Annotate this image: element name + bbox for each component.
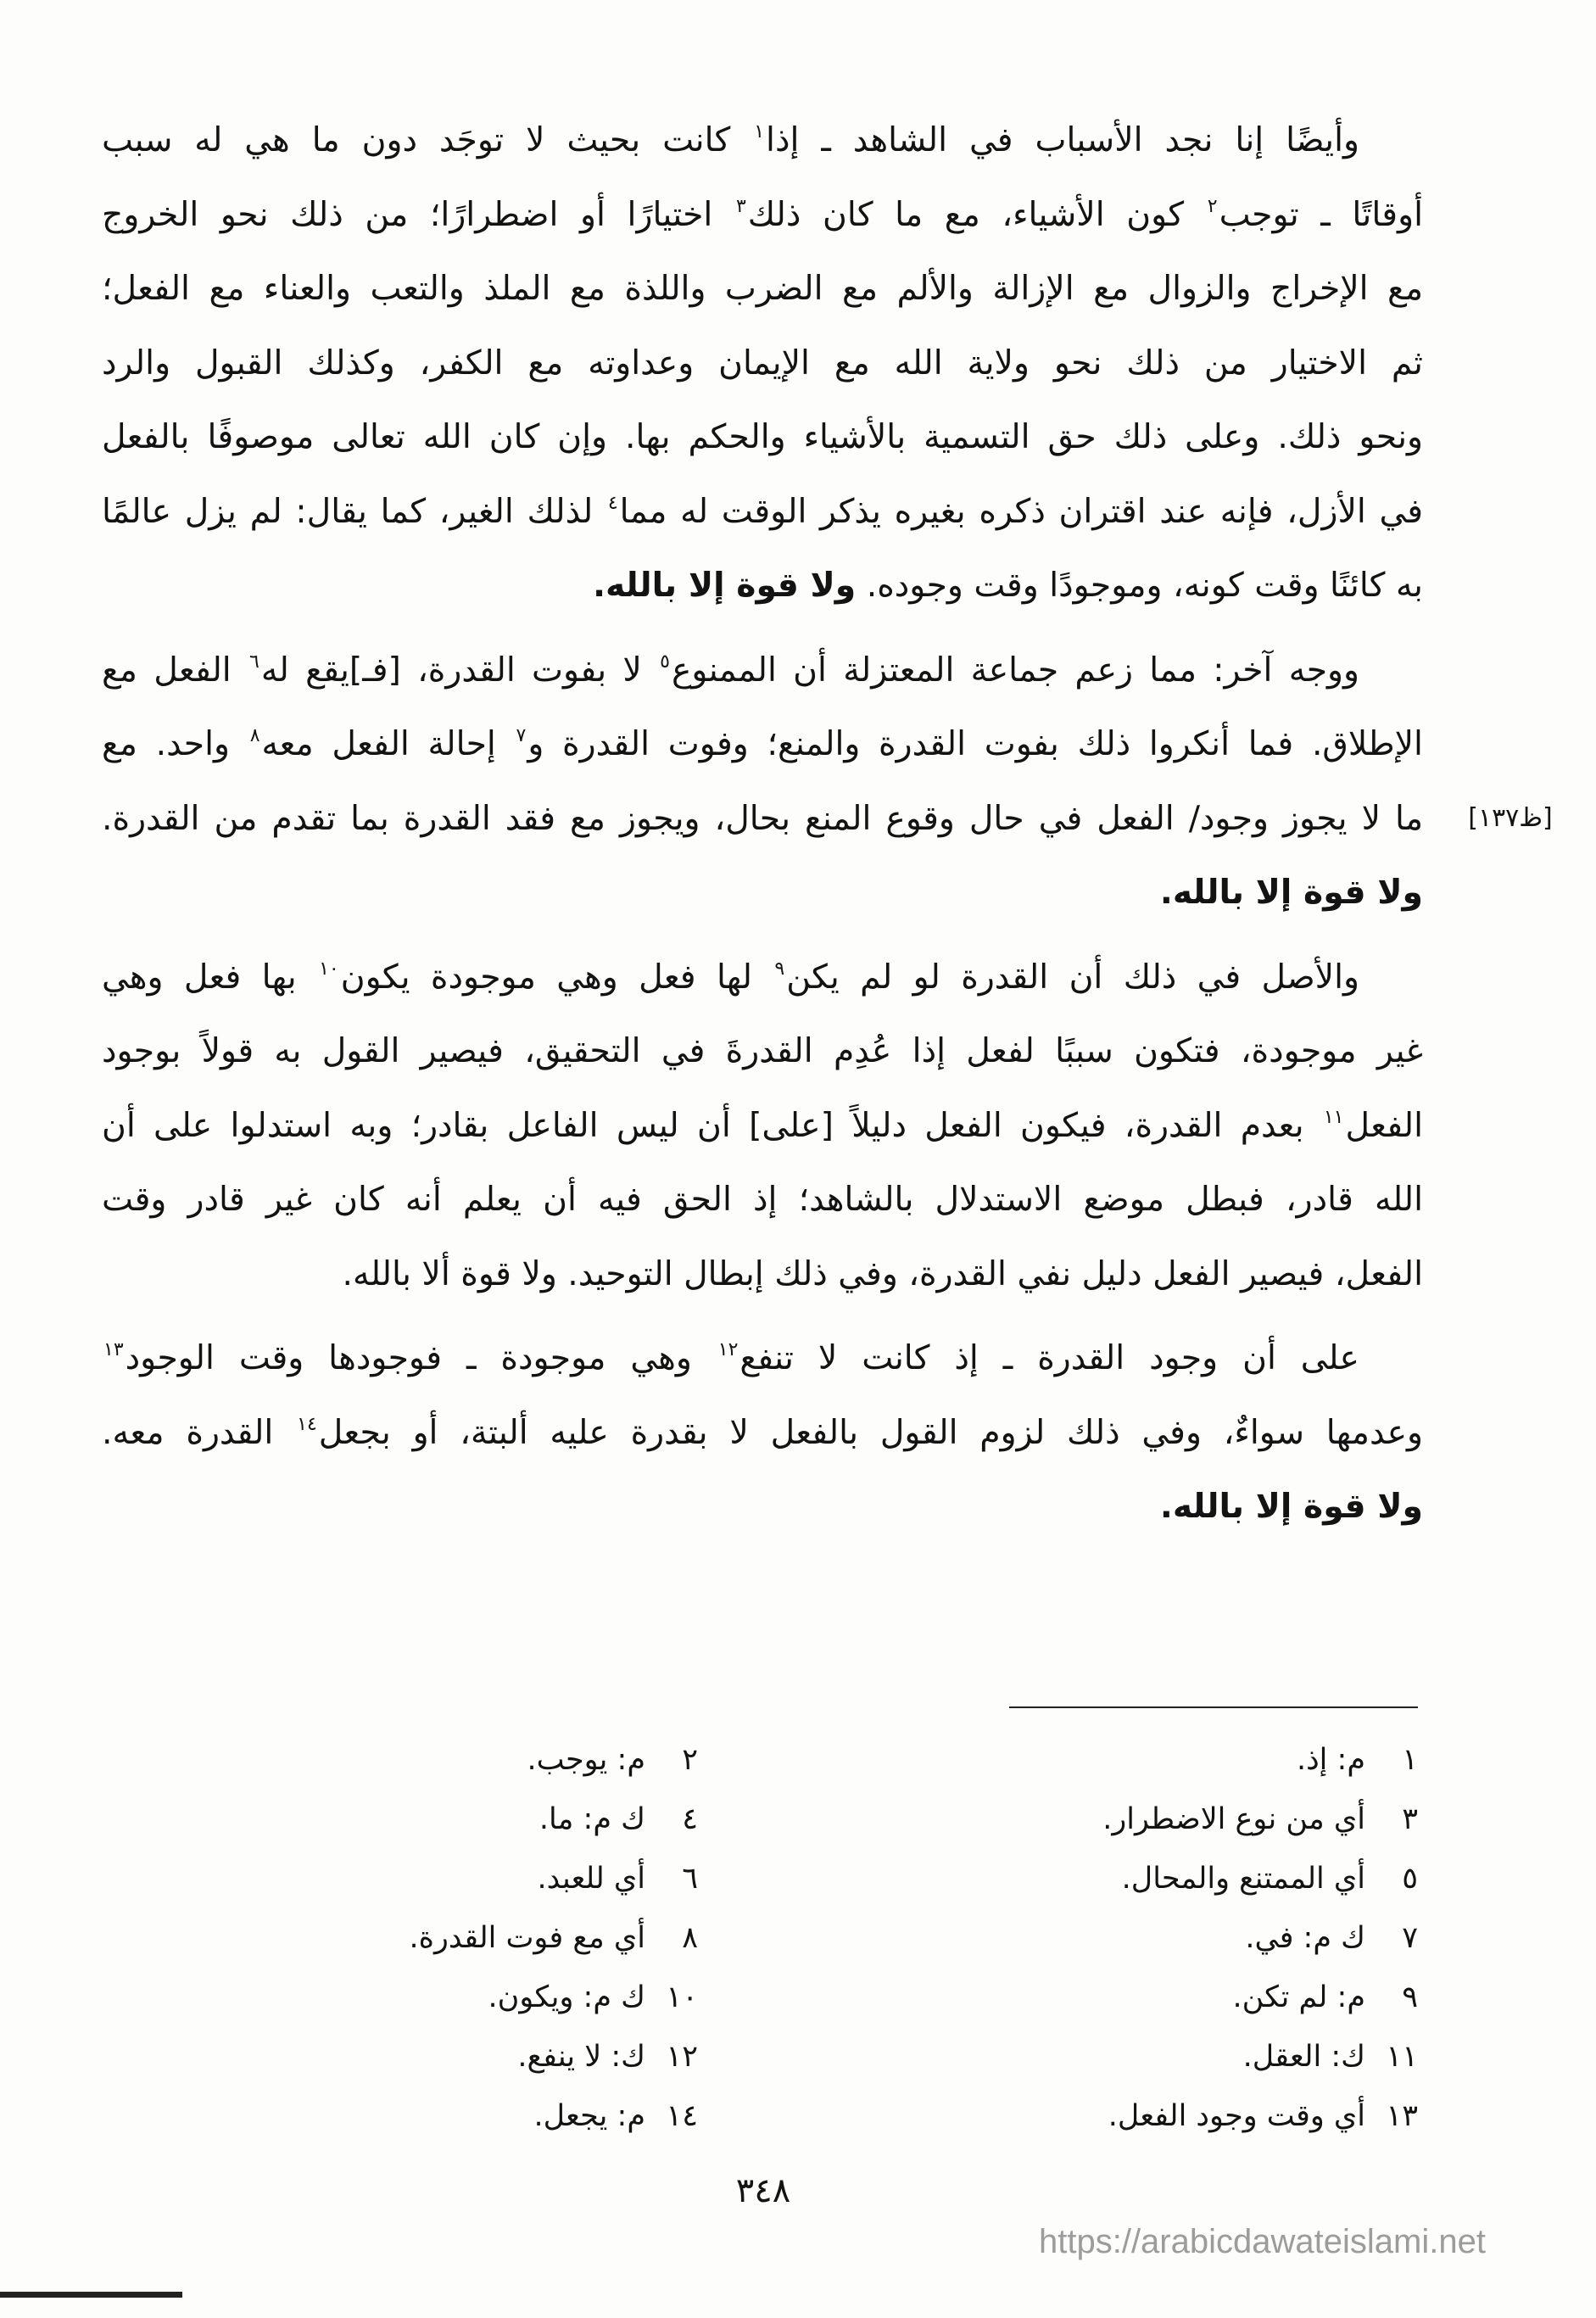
footnote-number: ٩ [1402,1980,1418,2014]
footnote-number: ٤ [682,1802,698,1836]
footnote-text: م: يوجب. [527,1743,645,1777]
bold-phrase: ولا قوة إلا بالله. [593,567,857,605]
text-line-content [102,196,1423,234]
text-run: لها فعل وهي موجودة يكون [340,958,773,997]
text-line-content [342,1255,1423,1293]
text-run: ووجه آخر: مما زعم جماعة المعتزلة أن الممنوع [671,651,1360,690]
folio-margin-note: [ظ١٣٧] [1468,803,1553,833]
footnote-text: م: إذ. [1296,1743,1365,1777]
text-run: القدرة معه. [102,1413,296,1452]
footnote-marker: ١ [754,121,765,143]
footnote-text: أي مع فوت القدرة. [409,1921,645,1955]
text-run: وعدمها سواءٌ، وفي ذلك لزوم القول بالفعل لا بقدرة عليه ألبتة، أو بجعل [318,1413,1423,1452]
footnote-number: ١٢ [666,2040,698,2074]
footnote-marker: ٨ [249,725,260,747]
text-line [102,941,1423,1015]
footnote-item [299,1908,698,1968]
bold-phrase: ولا قوة إلا بالله. [1159,1488,1423,1526]
text-line [102,1014,1423,1089]
text-line-content [102,725,1423,763]
text-line-content [102,344,1423,383]
text-run: على أن وجود القدرة ـ إذ كانت لا تنفع [739,1339,1360,1377]
footnote-marker: ٧ [516,725,527,747]
paragraph [102,103,1423,623]
footnote-text: أي للعبد. [537,1862,645,1896]
text-line-content [102,270,1423,308]
footnote-marker: ٦ [249,651,259,673]
text-run: ثم الاختيار من ذلك نحو ولاية الله مع الإيمان وعداوته مع الكفر، وكذلك القبول والرد [102,344,1423,383]
footnote-number: ١ [1402,1743,1418,1777]
paragraph [102,941,1423,1312]
text-line-content [102,1032,1423,1070]
text-run: به كائنًا وقت كونه، وموجودًا وقت وجوده. [856,567,1423,605]
text-run: لذلك الغير، كما يقال: لم يزل عالمًا [102,492,606,531]
text-run: الفعل مع [102,651,248,690]
footnote-item [299,1730,698,1790]
footnote-text: أي الممتنع والمحال. [1121,1862,1365,1896]
text-line-content [102,493,1423,531]
footnote-number: ١٤ [666,2099,698,2133]
text-run: اختيارًا أو اضطرارًا؛ من ذلك نحو الخروج [102,195,734,234]
footnote-marker: ٥ [660,651,670,673]
text-run: الفعل [1345,1106,1423,1145]
text-line-content [1160,1488,1423,1526]
text-run: في الأزل، فإنه عند اقتران ذكره بغيره يذكر الوقت له مما [619,492,1423,531]
text-run: غير موجودة، فتكون سببًا لفعل إذا عُدِم القدرةَ في التحقيق، فيصير القول به قولاً بوجود [102,1032,1423,1070]
text-line [102,634,1423,708]
text-line-content [102,121,1359,159]
text-run: والأصل في ذلك أن القدرة لو لم يكن [786,958,1359,997]
text-line-content [102,958,1359,997]
footnote-item [1019,1730,1418,1790]
text-line [102,252,1423,327]
text-run: أوقاتًا ـ توجب [1219,195,1423,234]
watermark-url: https://arabicdawateislami.net [1039,2223,1486,2260]
footnote-text: ك م: في. [1245,1921,1365,1955]
page-number: ٣٤٨ [735,2171,791,2210]
footnote-number: ٥ [1402,1862,1418,1896]
footnote-marker: ١٢ [717,1339,739,1361]
text-line [102,178,1423,253]
text-run: بعدم القدرة، فيكون الفعل دليلاً [على] أن ليس الفاعل بقادر؛ وبه استدلوا على أن [102,1106,1322,1145]
footnote-marker: ٢ [1207,195,1218,217]
text-line-content [102,418,1423,456]
footnote-marker: ٤ [607,492,618,514]
footnote-item [1019,2027,1418,2086]
paragraph [102,1321,1423,1544]
footnotes-left-column [299,1730,698,2146]
footnote-item [1019,1968,1418,2027]
text-line-content [593,567,1423,605]
footnote-text: م: لم تكن. [1232,1980,1365,2014]
footnote-marker: ١٠ [319,958,339,980]
footnote-marker: ١٤ [297,1413,317,1435]
text-run: ما لا يجوز وجود/ الفعل في حال وقوع المنع بحال، ويجوز مع فقد القدرة بما تقدم من القدرة. [102,799,1423,838]
text-line [102,707,1423,782]
footnote-text: ك: العقل. [1242,2040,1365,2074]
footnote-item [1019,1908,1418,1968]
text-line-content [1160,874,1423,912]
footnote-marker: ٣ [735,195,746,217]
footnote-number: ١١ [1386,2040,1418,2074]
text-run: الله قادر، فبطل موضع الاستدلال بالشاهد؛ إذ الحق فيه أن يعلم أنه كان غير قادر وقت [102,1181,1423,1219]
text-line [102,327,1423,401]
footnote-item [299,2027,698,2086]
text-line-content [102,651,1359,690]
footnote-number: ٧ [1402,1921,1418,1955]
text-line [102,782,1423,857]
footnote-number: ٦ [682,1862,698,1896]
text-run: وأيضًا إنا نجد الأسباب في الشاهد ـ إذا [766,121,1359,159]
footnote-marker: ١٣ [103,1339,124,1361]
footnote-item [1019,1790,1418,1849]
footnote-number: ٣ [1402,1802,1418,1836]
footnote-item [299,1968,698,2027]
text-run: إحالة الفعل معه [261,725,515,763]
footnote-item [299,1849,698,1908]
footnote-text: م: يجعل. [533,2099,645,2133]
paragraph [102,634,1423,930]
footnote-separator [1009,1706,1418,1708]
text-run: كانت بحيث لا توجَد دون ما هي له سبب [102,121,753,159]
footnote-number: ٢ [682,1743,698,1777]
text-line [102,1237,1423,1312]
footnote-number: ١٠ [666,1980,698,2014]
text-line [102,475,1423,550]
bold-phrase: ولا قوة إلا بالله. [1159,874,1423,912]
footnote-text: أي وقت وجود الفعل. [1108,2099,1365,2133]
text-line-content [102,1414,1423,1452]
footnote-item [299,2086,698,2146]
text-run: الفعل، فيصير الفعل دليل نفي القدرة، وفي ذلك إبطال التوحيد. ولا قوة ألا بالله. [342,1254,1423,1293]
footnote-text: ك م: ما. [539,1802,645,1836]
scan-edge-mark [0,2292,182,2298]
text-line [102,103,1423,178]
footnote-item [299,1790,698,1849]
text-run: واحد. مع [102,725,248,763]
text-run: مع الإخراج والزوال مع الإزالة والألم مع الضرب واللذة مع الملذ والتعب والعناء مع الفعل؛ [102,270,1423,308]
footnote-number: ١٣ [1386,2099,1418,2133]
text-run: الإطلاق. فما أنكروا ذلك بفوت القدرة والمنع؛ وفوت القدرة و [527,725,1423,763]
footnote-item [1019,1849,1418,1908]
text-run: كون الأشياء، مع ما كان ذلك [747,195,1206,234]
text-line [102,400,1423,475]
text-run: ونحو ذلك. وعلى ذلك حق التسمية بالأشياء والحكم بها. وإن كان الله تعالى موصوفًا بالفعل [102,418,1423,456]
body-text [102,103,1423,1544]
footnote-marker: ٩ [774,958,785,980]
text-line [102,1321,1423,1396]
text-line [102,856,1423,930]
footnote-number: ٨ [682,1921,698,1955]
footnote-text: ك م: ويكون. [488,1980,645,2014]
footnote-marker: ١١ [1323,1106,1344,1128]
text-run: وهي موجودة ـ فوجودها وقت الوجود [125,1339,717,1377]
text-line [102,1163,1423,1237]
text-line-content [102,1326,1360,1377]
footnote-item [1019,2086,1418,2146]
text-line-content [102,800,1423,838]
text-line [102,549,1423,623]
text-run: بها فعل وهي [102,958,318,997]
text-line [102,1470,1423,1544]
footnote-text: أي من نوع الاضطرار. [1102,1802,1365,1836]
footnotes-right-column [1019,1730,1418,2146]
footnote-text: ك: لا ينفع. [517,2040,645,2074]
text-line [102,1089,1423,1164]
text-line-content [102,1181,1423,1219]
text-run: لا بفوت القدرة، [فـ]يقع له [260,651,659,690]
text-line [102,1396,1423,1471]
text-line-content [102,1107,1423,1145]
